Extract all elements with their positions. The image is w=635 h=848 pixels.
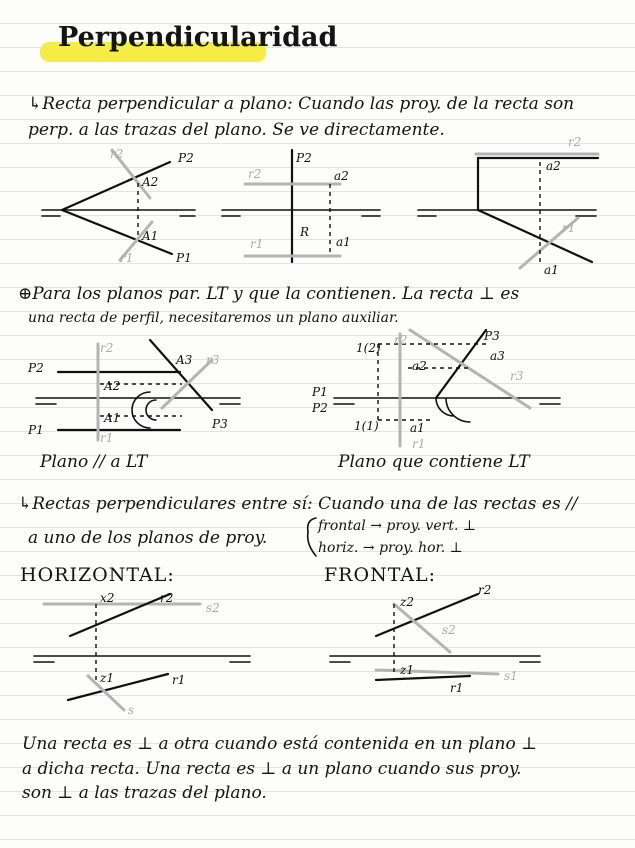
frontal-label-r2: r2 (478, 583, 492, 597)
fig1-label-r1: r1 (120, 251, 134, 265)
horizontal-label-r2: r2 (160, 591, 174, 605)
fig4-label-p2: P2 (28, 361, 44, 375)
fig3-label-r2: r2 (568, 135, 582, 149)
horizontal-label-x2: x2 (100, 591, 115, 605)
fig1-label-a2: A2 (142, 175, 159, 189)
fig5-label-1-2: 1(2) (356, 341, 381, 355)
horizontal-label-s2: s2 (206, 601, 220, 615)
fig5-label-r1: r1 (412, 437, 426, 451)
fig1-label-p2: P2 (178, 151, 194, 165)
fig3-label-r1: r1 (562, 221, 576, 235)
fig2-label-r1: r1 (250, 237, 264, 251)
fig5-label-p3: P3 (484, 329, 500, 343)
note-line-2: una recta de perfil, necesitaremos un plano auxiliar. (28, 310, 399, 326)
fig3-label-a2: a2 (546, 159, 561, 173)
frontal-label-r1: r1 (450, 681, 464, 695)
fig2-label-r: R (300, 225, 310, 239)
frontal-label-z2: z2 (400, 595, 414, 609)
frontal-label-s1: s1 (504, 669, 518, 683)
rectas-bracket-2: horiz. → proy. hor. ⊥ (318, 540, 463, 556)
fig2-label-p2: P2 (296, 151, 312, 165)
fig2-label-r2: r2 (248, 167, 262, 181)
frontal-label-z1: z1 (400, 663, 414, 677)
fig5-label-p2: P2 (312, 401, 328, 415)
fig5-caption: Plano que contiene LT (338, 452, 530, 472)
rectas-bracket-1: frontal → proy. vert. ⊥ (318, 518, 477, 534)
horizontal-label-z1: z1 (100, 671, 114, 685)
fig4-label-r3: r3 (206, 353, 220, 367)
fig1-label-r2: r2 (110, 147, 124, 161)
fig5-label-a2: a2 (412, 359, 427, 373)
fig2-label-a1: a1 (336, 235, 351, 249)
rectas-line-1: ↳Rectas perpendiculares entre sí: Cuando una de las rectas es // (18, 494, 578, 514)
fig2-label-a2: a2 (334, 169, 349, 183)
fig5-label-1-1: 1(1) (354, 419, 379, 433)
fig5-label-a1: a1 (410, 421, 425, 435)
note-line-1: ⊕Para los planos par. LT y que la contienen. La recta ⊥ es (18, 284, 520, 304)
fig5-label-r3: r3 (510, 369, 524, 383)
rectas-line-2: a uno de los planos de proy. (28, 528, 268, 548)
fig4-label-a1: A1 (104, 411, 121, 425)
conclusion-line-2: a dicha recta. Una recta es ⊥ a un plano cuando sus proy. (22, 759, 522, 779)
fig5-label-a3: a3 (490, 349, 505, 363)
fig1-label-p1: P1 (176, 251, 192, 265)
page-title: Perpendicularidad (58, 22, 338, 53)
fig4-label-a3: A3 (176, 353, 193, 367)
conclusion-line-3: son ⊥ a las trazas del plano. (22, 783, 267, 803)
fig4-label-a2: A2 (104, 379, 121, 393)
fig5-label-r2: r2 (394, 333, 408, 347)
intro-line-1: ↳Recta perpendicular a plano: Cuando las proy. de la recta son (28, 94, 575, 114)
horizontal-heading: HORIZONTAL: (20, 564, 175, 586)
intro-line-2: perp. a las trazas del plano. Se ve directamente. (28, 120, 445, 140)
frontal-heading: FRONTAL: (324, 564, 437, 586)
fig3-label-a1: a1 (544, 263, 559, 277)
horizontal-label-r1: r1 (172, 673, 186, 687)
fig4-label-p3: P3 (212, 417, 228, 431)
fig1-label-a1: A1 (142, 229, 159, 243)
conclusion-line-1: Una recta es ⊥ a otra cuando está contenida en un plano ⊥ (22, 734, 538, 754)
fig5-label-p1: P1 (312, 385, 328, 399)
frontal-label-s2: s2 (442, 623, 456, 637)
fig4-caption: Plano // a LT (40, 452, 148, 472)
fig4-label-r2: r2 (100, 341, 114, 355)
horizontal-label-s: s (128, 703, 135, 717)
fig4-label-r1: r1 (100, 431, 114, 445)
fig4-label-p1: P1 (28, 423, 44, 437)
